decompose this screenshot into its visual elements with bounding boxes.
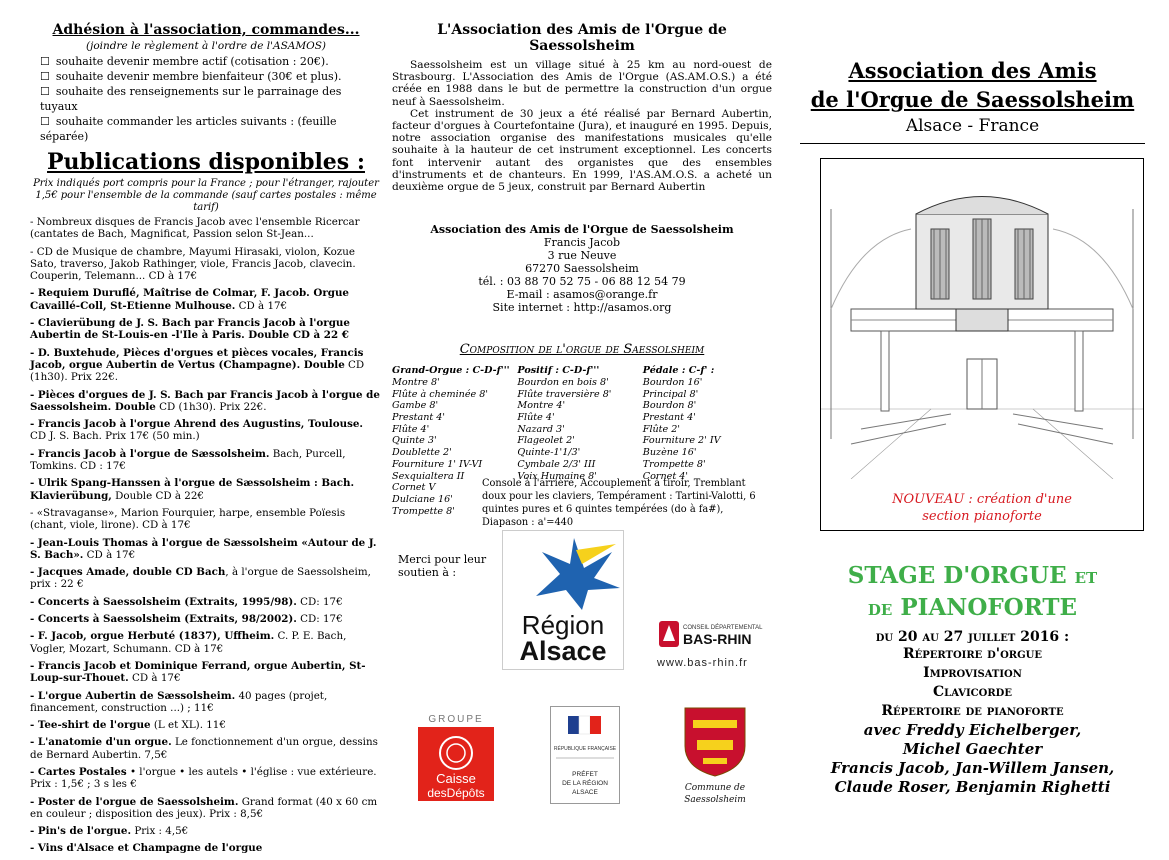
publication-item: - Clavierübung de J. S. Bach par Francis Jacob à l'orgue Aubertin de St-Louis-en -l'Ile à Paris. Double CD à 22 € <box>30 317 350 342</box>
intro-paragraph-2: Cet instrument de 30 jeux a été réalisé par Bernard Aubertin, facteur d'orgues à Courtefontaine (Jura), et inauguré en 1995. Depuis, notre association organise des manifestations musicales qu'elle souhaite à la hauteur de cet instrument exceptionnel. Les concerts font intervenir autant des organistes que des ensembles d'instruments et de chanteurs. En 1999, l'AS.AM.O.S. a acheté un deuxième orgue de 5 jeux, construit par Bernard Aubertin <box>392 107 772 194</box>
contact-website[interactable]: Site internet : http://asamos.org <box>492 301 672 315</box>
adhesion-options <box>40 54 382 144</box>
stage-title-de: DE <box>867 601 893 619</box>
caisse-des-depots-logo <box>416 713 496 803</box>
stop-item: Flûte traversière 8' <box>517 388 612 400</box>
bas-rhin-logo <box>655 617 765 671</box>
stop-item: Trompette 8' <box>642 458 706 470</box>
stage-title-part-1: STAGE D'ORGUE <box>847 562 1067 589</box>
middle-column <box>392 22 772 579</box>
contact-person: Francis Jacob <box>543 236 621 250</box>
publication-item: - Cartes Postales • l'orgue • les autels • l'église : vue extérieure. Prix : 1,5€ ; 3 s les € <box>30 765 377 791</box>
svg-text:ALSACE: ALSACE <box>572 789 598 796</box>
stop-item: Quinte 3' <box>392 435 437 447</box>
contact-phone: tél. : 03 88 70 52 75 - 06 88 12 54 79 <box>478 275 686 289</box>
svg-text:Alsace: Alsace <box>519 636 607 666</box>
stage-program <box>800 645 1145 797</box>
publication-item: - Pièces d'orgues de J. S. Bach par Francis Jacob à l'orgue de Saessolsheim. Double CD (1h30). Prix 22€. <box>30 388 380 413</box>
stop-item: Bourdon 8' <box>642 400 697 412</box>
stop-item: Bourdon en bois 8' <box>517 376 609 388</box>
console-description: Console à l'arrière, Accouplement à tiroir, Tremblant doux pour les claviers, Tempérament : Tartini-Valotti, 6 quintes pures et 6 quintes tempérées (do à fa#), Diapason : a'=440 <box>482 478 756 529</box>
publication-item: - D. Buxtehude, Pièces d'orgues et pièces vocales, Francis Jacob, orgue Aubertin de Vertus (Champagne). Double CD (1h30). Prix 22€. <box>30 346 365 384</box>
contact-city: 67270 Saessolsheim <box>525 262 639 276</box>
stop-item: Cornet V <box>392 482 436 494</box>
program-item: Répertoire d'orgue <box>902 646 1043 662</box>
cover-divider <box>800 143 1145 144</box>
stop-item: Sexquialtera II <box>392 470 465 482</box>
stop-item: Cornet 4' <box>642 470 688 482</box>
stop-item: Trompette 8' <box>392 505 455 517</box>
thanks-text: Merci pour leur soutien à : <box>398 553 487 580</box>
teachers-line: Francis Jacob, Jan-Willem Jansen, <box>830 759 1115 777</box>
publication-item: - L'anatomie d'un orgue. Le fonctionnement d'un orgue, dessins de Bernard Aubertin. 7,5€ <box>30 736 378 761</box>
svg-text:BAS-RHIN: BAS-RHIN <box>683 631 752 647</box>
cover-location: Alsace - France <box>905 116 1040 136</box>
grand-orgue-header: Grand-Orgue : C-D-f''' <box>392 365 510 377</box>
stop-item: Nazard 3' <box>517 423 565 435</box>
stage-title-part-2: PIANOFORTE <box>900 594 1078 621</box>
stop-item: Dulciane 16' <box>392 493 453 505</box>
contact-street: 3 rue Neuve <box>547 249 617 263</box>
stop-item: Flûte 4' <box>392 423 430 435</box>
publication-item: - CD de Musique de chambre, Mayumi Hirasaki, violon, Kozue Sato, traverso, Jakob Rathinger, viole, Francis Jacob, clavecin. Couperin, Telemann... CD à 17€ <box>30 245 356 283</box>
publications-intro: Prix indiqués port compris pour la France ; pour l'étranger, rajouter 1,5€ pour l'ensemble de la commande (sauf cartes postales : même tarif) <box>33 178 379 213</box>
svg-text:DE LA RÉGION: DE LA RÉGION <box>562 780 608 787</box>
stop-item: Fourniture 2' IV <box>642 435 721 447</box>
stop-item: Bourdon 16' <box>642 376 703 388</box>
stop-item: Quinte-1'1/3' <box>517 447 581 459</box>
stop-item: Voix Humaine 8' <box>517 470 597 482</box>
pedale-stops <box>643 377 768 482</box>
publication-item: - Requiem Duruflé, Maîtrise de Colmar, F. Jacob. Orgue Cavaillé-Coll, St-Etienne Mulhouse. CD à 17€ <box>30 287 349 312</box>
region-alsace-logo <box>502 530 624 670</box>
cover-column <box>800 0 1145 797</box>
positif-header: Positif : C-D-f''' <box>517 365 600 377</box>
publication-item: - L'orgue Aubertin de Sæssolsheim. 40 pages (projet, financement, construction ...) ; 11€ <box>30 689 328 714</box>
publication-item: - Concerts à Saessolsheim (Extraits, 98/2002). CD: 17€ <box>30 613 343 626</box>
stop-item: Flûte à cheminée 8' <box>392 388 488 400</box>
adhesion-option[interactable]: ☐ souhaite devenir membre actif (cotisation : 20€). <box>40 54 382 69</box>
intro-title: L'Association des Amis de l'Orgue de Saessolsheim <box>437 22 727 54</box>
contact-block <box>392 223 772 314</box>
program-item: Clavicorde <box>933 684 1012 700</box>
publication-item: - Jacques Amade, double CD Bach, à l'orgue de Saessolsheim, prix : 22 € <box>30 566 371 591</box>
commune-saessolsheim-logo <box>675 706 755 806</box>
stop-item: Fourniture 1' IV-VI <box>392 458 483 470</box>
svg-text:Saessolsheim: Saessolsheim <box>684 795 746 805</box>
intro-paragraph-1: Saessolsheim est un village situé à 25 km au nord-ouest de Strasbourg. L'Association des Amis de l'Orgue (AS.AM.O.S.) a été créée en 1988 dans le but de permettre la construction d'un orgue neuf à Saessolsheim. <box>392 59 772 108</box>
svg-text:Région: Région <box>521 610 605 640</box>
publications-list <box>30 216 382 855</box>
publication-item: - «Stravaganse», Marion Fourquier, harpe, ensemble Poïesis (chant, viole, lirone). CD à 17€ <box>30 506 346 532</box>
svg-text:CONSEIL DÉPARTEMENTAL: CONSEIL DÉPARTEMENTAL <box>683 625 763 631</box>
stop-item: Principal 8' <box>642 388 699 400</box>
program-item: Improvisation <box>923 665 1022 681</box>
publication-item: - Francis Jacob à l'orgue de Sæssolsheim. Bach, Purcell, Tomkins. CD : 17€ <box>30 447 346 473</box>
publication-item: - Concerts à Saessolsheim (Extraits, 1995/98). CD: 17€ <box>30 595 343 608</box>
nouveau-line-2: section pianoforte <box>922 509 1042 524</box>
stop-item: Buzène 16' <box>642 447 697 459</box>
svg-text:desDépôts: desDépôts <box>427 786 485 800</box>
contact-email[interactable]: E-mail : asamos@orange.fr <box>506 288 658 302</box>
stop-item: Montre 4' <box>517 400 566 412</box>
svg-text:Commune de: Commune de <box>684 783 746 793</box>
publications-title: Publications disponibles : <box>47 149 365 175</box>
stage-dates: du 20 au 27 juillet 2016 : <box>875 629 1070 645</box>
publication-item: - Nombreux disques de Francis Jacob avec l'ensemble Ricercar (cantates de Bach, Magnificat, Passion selon St-Jean... <box>30 216 360 241</box>
composition-title: Composition de l'orgue de Saessolsheim <box>459 342 705 358</box>
publication-item: - Pin's de l'orgue. Prix : 4,5€ <box>30 825 189 838</box>
publication-item: - Francis Jacob à l'orgue Ahrend des Augustins, Toulouse. CD J. S. Bach. Prix 17€ (50 min.) <box>30 418 364 443</box>
adhesion-title: Adhésion à l'association, commandes... <box>52 22 360 38</box>
stop-item: Montre 8' <box>392 376 440 388</box>
svg-text:Caisse: Caisse <box>436 771 476 786</box>
nouveau-notice <box>821 491 1143 525</box>
organ-drawing-frame <box>820 158 1144 531</box>
cover-title <box>800 56 1145 114</box>
stop-item: Cymbale 2/3' III <box>517 458 596 470</box>
adhesion-option[interactable]: ☐ souhaite devenir membre bienfaiteur (30€ et plus). <box>40 69 382 84</box>
prefet-region-logo <box>550 706 620 804</box>
left-column <box>30 22 382 860</box>
teachers-line: avec Freddy Eichelberger, <box>863 721 1082 739</box>
publication-item: - Vins d'Alsace et Champagne de l'orgue <box>30 842 263 855</box>
svg-text:RÉPUBLIQUE FRANÇAISE: RÉPUBLIQUE FRANÇAISE <box>553 746 617 752</box>
pedale-header: Pédale : C-f' : <box>642 365 715 377</box>
stop-item: Flageolet 2' <box>517 435 575 447</box>
nouveau-line-1: NOUVEAU : création d'une <box>892 492 1072 507</box>
publication-item: - Poster de l'orgue de Saessolsheim. Grand format (40 x 60 cm en couleur ; disposition des jeux). Prix : 8,5€ <box>30 795 378 820</box>
stop-item: Flûte 4' <box>517 412 555 424</box>
cover-title-line-2: de l'Orgue de Saessolsheim <box>810 87 1135 112</box>
adhesion-option[interactable]: ☐ souhaite commander les articles suivants : (feuille séparée) <box>40 114 382 144</box>
positif-stops <box>517 377 642 482</box>
adhesion-option[interactable]: ☐ souhaite des renseignements sur le parrainage des tuyaux <box>40 84 382 114</box>
stop-item: Doublette 2' <box>392 447 452 459</box>
cover-title-line-1: Association des Amis <box>848 58 1097 83</box>
publication-item: - Ulrik Spang-Hanssen à l'orgue de Sæssolsheim : Bach. Klavierübung, Double CD à 22€ <box>30 477 355 502</box>
svg-text:GROUPE: GROUPE <box>428 714 484 725</box>
stop-item: Prestant 4' <box>642 412 696 424</box>
stop-item: Gambe 8' <box>392 400 439 412</box>
publication-item: - Jean-Louis Thomas à l'orgue de Sæssolsheim «Autour de J. S. Bach». CD à 17€ <box>30 536 377 561</box>
svg-text:PRÉFET: PRÉFET <box>572 771 598 778</box>
adhesion-subtitle: (joindre le règlement à l'ordre de l'ASAMOS) <box>85 40 326 52</box>
stop-item: Flûte 2' <box>642 423 681 435</box>
program-item: Répertoire de pianoforte <box>881 703 1064 719</box>
publication-item: - F. Jacob, orgue Herbuté (1837), Uffheim. C. P. E. Bach, Vogler, Mozart, Schumann. CD à 17€ <box>30 630 347 655</box>
stage-title <box>800 561 1145 625</box>
svg-text:www.bas-rhin.fr: www.bas-rhin.fr <box>657 657 748 669</box>
contact-name: Association des Amis de l'Orgue de Saessolsheim <box>430 223 734 237</box>
stage-title-et: ET <box>1074 569 1098 587</box>
teachers-line: Claude Roser, Benjamin Righetti <box>834 778 1111 796</box>
publication-item: - Tee-shirt de l'orgue (L et XL). 11€ <box>30 719 226 732</box>
organ-drawing-icon <box>821 159 1143 479</box>
stop-item: Prestant 4' <box>392 412 446 424</box>
teachers-line: Michel Gaechter <box>902 740 1043 758</box>
publication-item: - Francis Jacob et Dominique Ferrand, orgue Aubertin, St-Loup-sur-Thouet. CD à 17€ <box>30 659 366 685</box>
